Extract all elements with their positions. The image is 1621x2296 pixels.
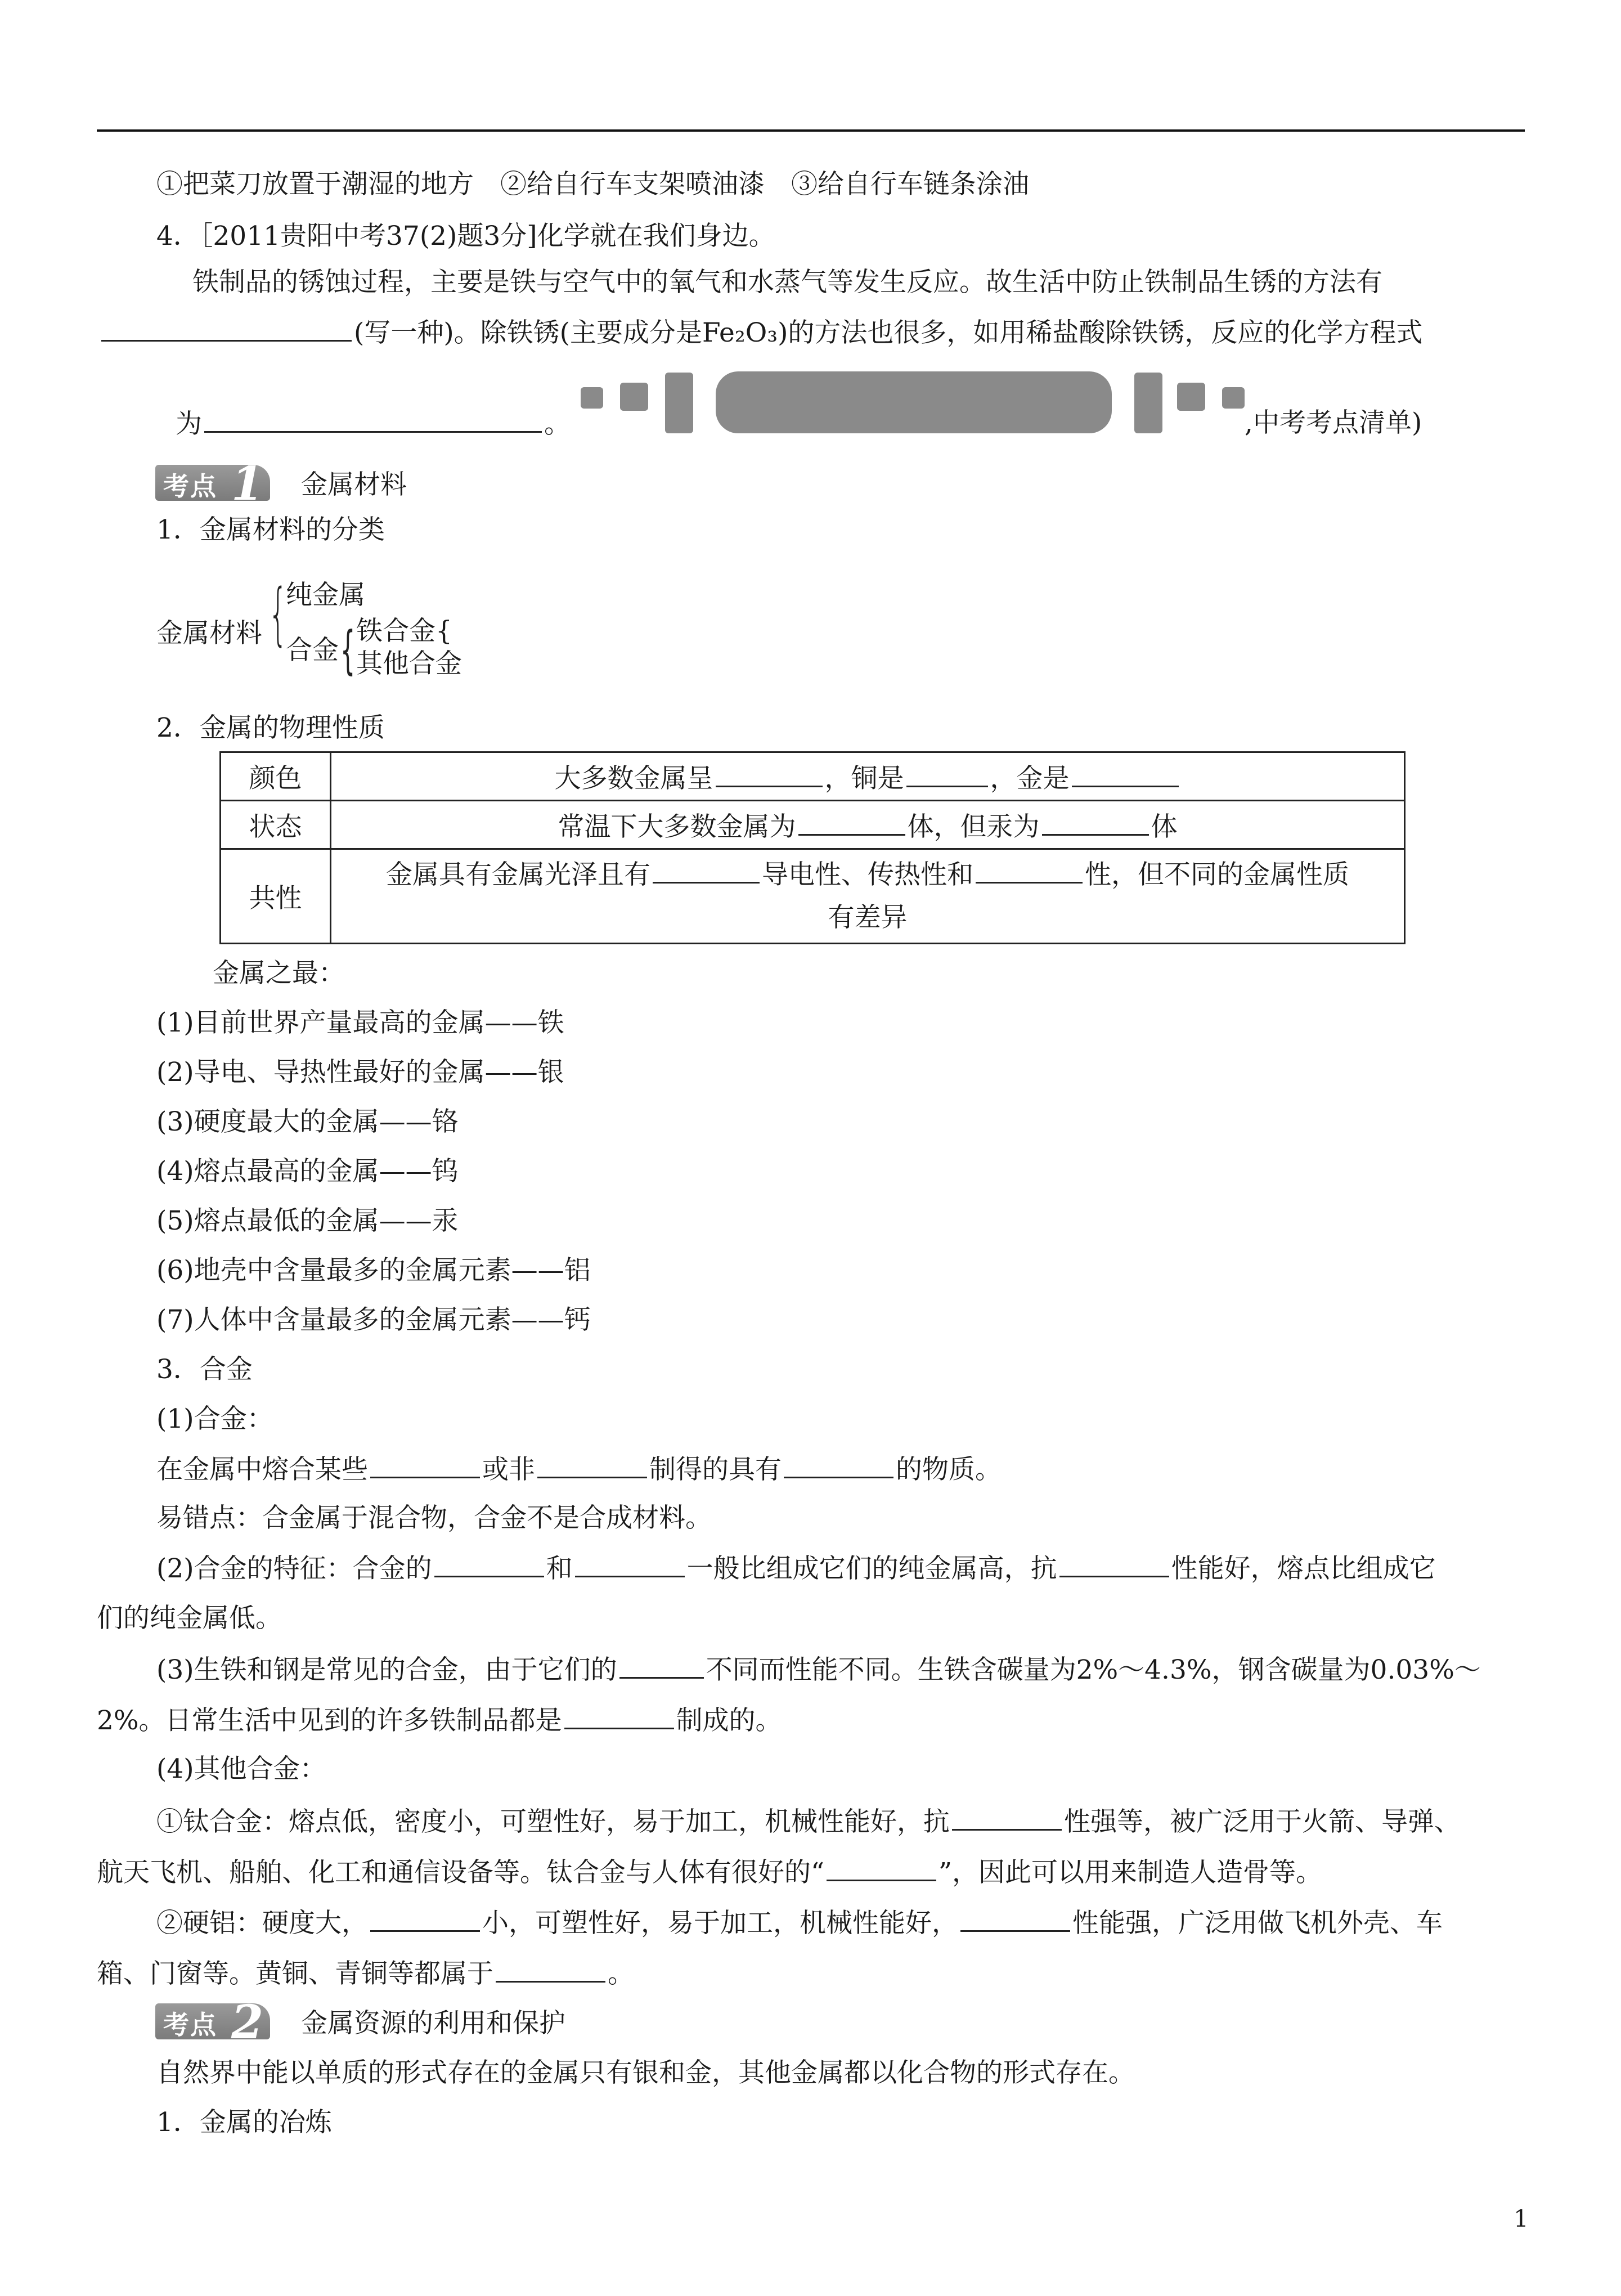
answer-blank[interactable] bbox=[101, 315, 352, 342]
brace: { bbox=[340, 620, 356, 680]
row-content: 金属具有金属光泽且有 导电性、传热性和 性，但不同的金属性质 有差异 bbox=[331, 849, 1405, 944]
superlative-item: (4)熔点最高的金属——钨 bbox=[156, 1156, 459, 1187]
banner-tail-text: ,中考考点清单) bbox=[1245, 407, 1422, 438]
banner-dot bbox=[1177, 383, 1205, 411]
banner-dot bbox=[581, 387, 603, 409]
pig-iron-steel: (3)生铁和钢是常见的合金，由于它们的 不同而性能不同。生铁含碳量为2%～4.3%，钢含碳量为0.03%～ bbox=[156, 1652, 1481, 1687]
superlative-item: (5)熔点最低的金属——汞 bbox=[156, 1205, 459, 1236]
answer-blank[interactable] bbox=[575, 1551, 685, 1577]
answer-blank[interactable] bbox=[798, 809, 905, 836]
q3-options: ①把菜刀放置于潮湿的地方 ②给自行车支架喷油漆 ③给自行车链条涂油 bbox=[156, 169, 1029, 200]
duralumin-cont: 箱、门窗等。黄铜、青铜等都属于 。 bbox=[97, 1956, 634, 1991]
banner-dot bbox=[620, 383, 648, 411]
duralumin: ②硬铝：硬度大， 小，可塑性好，易于加工，机械性能好， 性能强，广泛用做飞机外壳、车 bbox=[156, 1905, 1443, 1940]
answer-blank[interactable] bbox=[619, 1652, 704, 1679]
superlative-item: (3)硬度最大的金属——铬 bbox=[156, 1106, 459, 1137]
section2-title: 金属资源的利用和保护 bbox=[301, 2008, 565, 2039]
answer-blank[interactable] bbox=[370, 1452, 480, 1478]
answer-blank[interactable] bbox=[537, 1452, 647, 1478]
titanium-alloy-cont: 航天飞机、船舶、化工和通信设备等。钛合金与人体有很好的“ ”，因此可以用来制造人造骨等。 bbox=[97, 1855, 1322, 1890]
header-rule bbox=[97, 129, 1525, 132]
kaodian-badge-2: 考点 2 bbox=[155, 2003, 270, 2039]
section1-sub1: 1．金属材料的分类 bbox=[156, 514, 385, 545]
alloy-definition: 在金属中熔合某些 或非 制得的具有 的物质。 bbox=[156, 1452, 1002, 1487]
row-content: 常温下大多数金属为 体，但汞为 体 bbox=[331, 801, 1405, 849]
answer-blank[interactable] bbox=[370, 1905, 480, 1932]
row-content: 大多数金属呈 ，铜是 ，金是 bbox=[331, 752, 1405, 801]
tree-alloy: 合金 bbox=[286, 635, 339, 666]
superlative-item: (1)目前世界产量最高的金属——铁 bbox=[156, 1007, 564, 1038]
answer-blank[interactable] bbox=[952, 1804, 1062, 1831]
brace: { bbox=[268, 575, 288, 653]
q4-paragraph-3: 为 。 bbox=[176, 406, 571, 441]
q4-paragraph-2: (写一种)。除铁锈(主要成分是Fe₂O₃)的方法也很多，如用稀盐酸除铁锈，反应的化学方程式 bbox=[101, 315, 1422, 350]
section1-sub3: 3．合金 bbox=[156, 1354, 253, 1385]
answer-blank[interactable] bbox=[716, 761, 823, 787]
section2-sub1: 1．金属的冶炼 bbox=[156, 2107, 332, 2138]
metal-superlatives-title: 金属之最： bbox=[213, 958, 345, 989]
row-header: 状态 bbox=[221, 801, 331, 849]
answer-blank[interactable] bbox=[906, 761, 988, 787]
kaodian-badge-1: 考点 1 bbox=[155, 465, 270, 501]
banner-pill bbox=[716, 371, 1112, 433]
alloy-features-cont: 们的纯金属低。 bbox=[97, 1603, 282, 1634]
answer-blank[interactable] bbox=[564, 1703, 674, 1729]
titanium-alloy: ①钛合金：熔点低，密度小，可塑性好，易于加工，机械性能好，抗 性强等，被广泛用于火箭、导弹、 bbox=[156, 1804, 1461, 1839]
answer-blank[interactable] bbox=[496, 1956, 605, 1983]
answer-blank[interactable] bbox=[653, 857, 760, 884]
section1-sub2: 2．金属的物理性质 bbox=[156, 712, 385, 743]
alloy-features: (2)合金的特征：合金的 和 一般比组成它们的纯金属高，抗 性能好，熔点比组成它 bbox=[156, 1551, 1436, 1586]
q4-heading: 4．［2011贵阳中考37(2)题3分]化学就在我们身边。 bbox=[156, 221, 775, 252]
physical-properties-table bbox=[219, 751, 1406, 944]
section1-title: 金属材料 bbox=[301, 469, 407, 500]
answer-blank[interactable] bbox=[784, 1452, 893, 1478]
equation-blank[interactable] bbox=[204, 406, 542, 433]
easy-mistake-note: 易错点：合金属于混合物，合金不是合成材料。 bbox=[156, 1503, 712, 1533]
tree-other-alloy: 其他合金 bbox=[356, 648, 462, 679]
tree-iron-alloy: 铁合金{ bbox=[356, 616, 452, 647]
banner-bar bbox=[1134, 373, 1162, 433]
answer-blank[interactable] bbox=[960, 1905, 1070, 1932]
tree-pure-metal: 纯金属 bbox=[286, 580, 365, 611]
row-header: 共性 bbox=[221, 849, 331, 944]
table-row bbox=[221, 752, 1405, 801]
banner-dot bbox=[1222, 387, 1245, 409]
q4-paragraph-1: 铁制品的锈蚀过程，主要是铁与空气中的氧气和水蒸气等发生反应。故生活中防止铁制品生锈的方法有 bbox=[192, 267, 1382, 298]
tree-root: 金属材料 bbox=[156, 618, 262, 649]
pig-iron-steel-cont: 2%。日常生活中见到的许多铁制品都是 制成的。 bbox=[97, 1703, 782, 1738]
other-alloys-title: (4)其他合金： bbox=[156, 1754, 326, 1784]
superlative-item: (6)地壳中含量最多的金属元素——铝 bbox=[156, 1255, 591, 1286]
answer-blank[interactable] bbox=[1042, 809, 1149, 836]
section2-intro: 自然界中能以单质的形式存在的金属只有银和金，其他金属都以化合物的形式存在。 bbox=[156, 2057, 1135, 2088]
banner-bar bbox=[665, 373, 693, 433]
answer-blank[interactable] bbox=[1059, 1551, 1169, 1577]
page-number: 1 bbox=[1514, 2205, 1529, 2232]
answer-blank[interactable] bbox=[976, 857, 1083, 884]
answer-blank[interactable] bbox=[1072, 761, 1179, 787]
answer-blank[interactable] bbox=[434, 1551, 544, 1577]
alloy-definition-title: (1)合金： bbox=[156, 1403, 273, 1434]
superlative-item: (2)导电、导热性最好的金属——银 bbox=[156, 1057, 564, 1088]
superlative-item: (7)人体中含量最多的金属元素——钙 bbox=[156, 1304, 591, 1335]
table-row bbox=[221, 849, 1405, 944]
table-row bbox=[221, 801, 1405, 849]
answer-blank[interactable] bbox=[827, 1855, 936, 1881]
row-header: 颜色 bbox=[221, 752, 331, 801]
